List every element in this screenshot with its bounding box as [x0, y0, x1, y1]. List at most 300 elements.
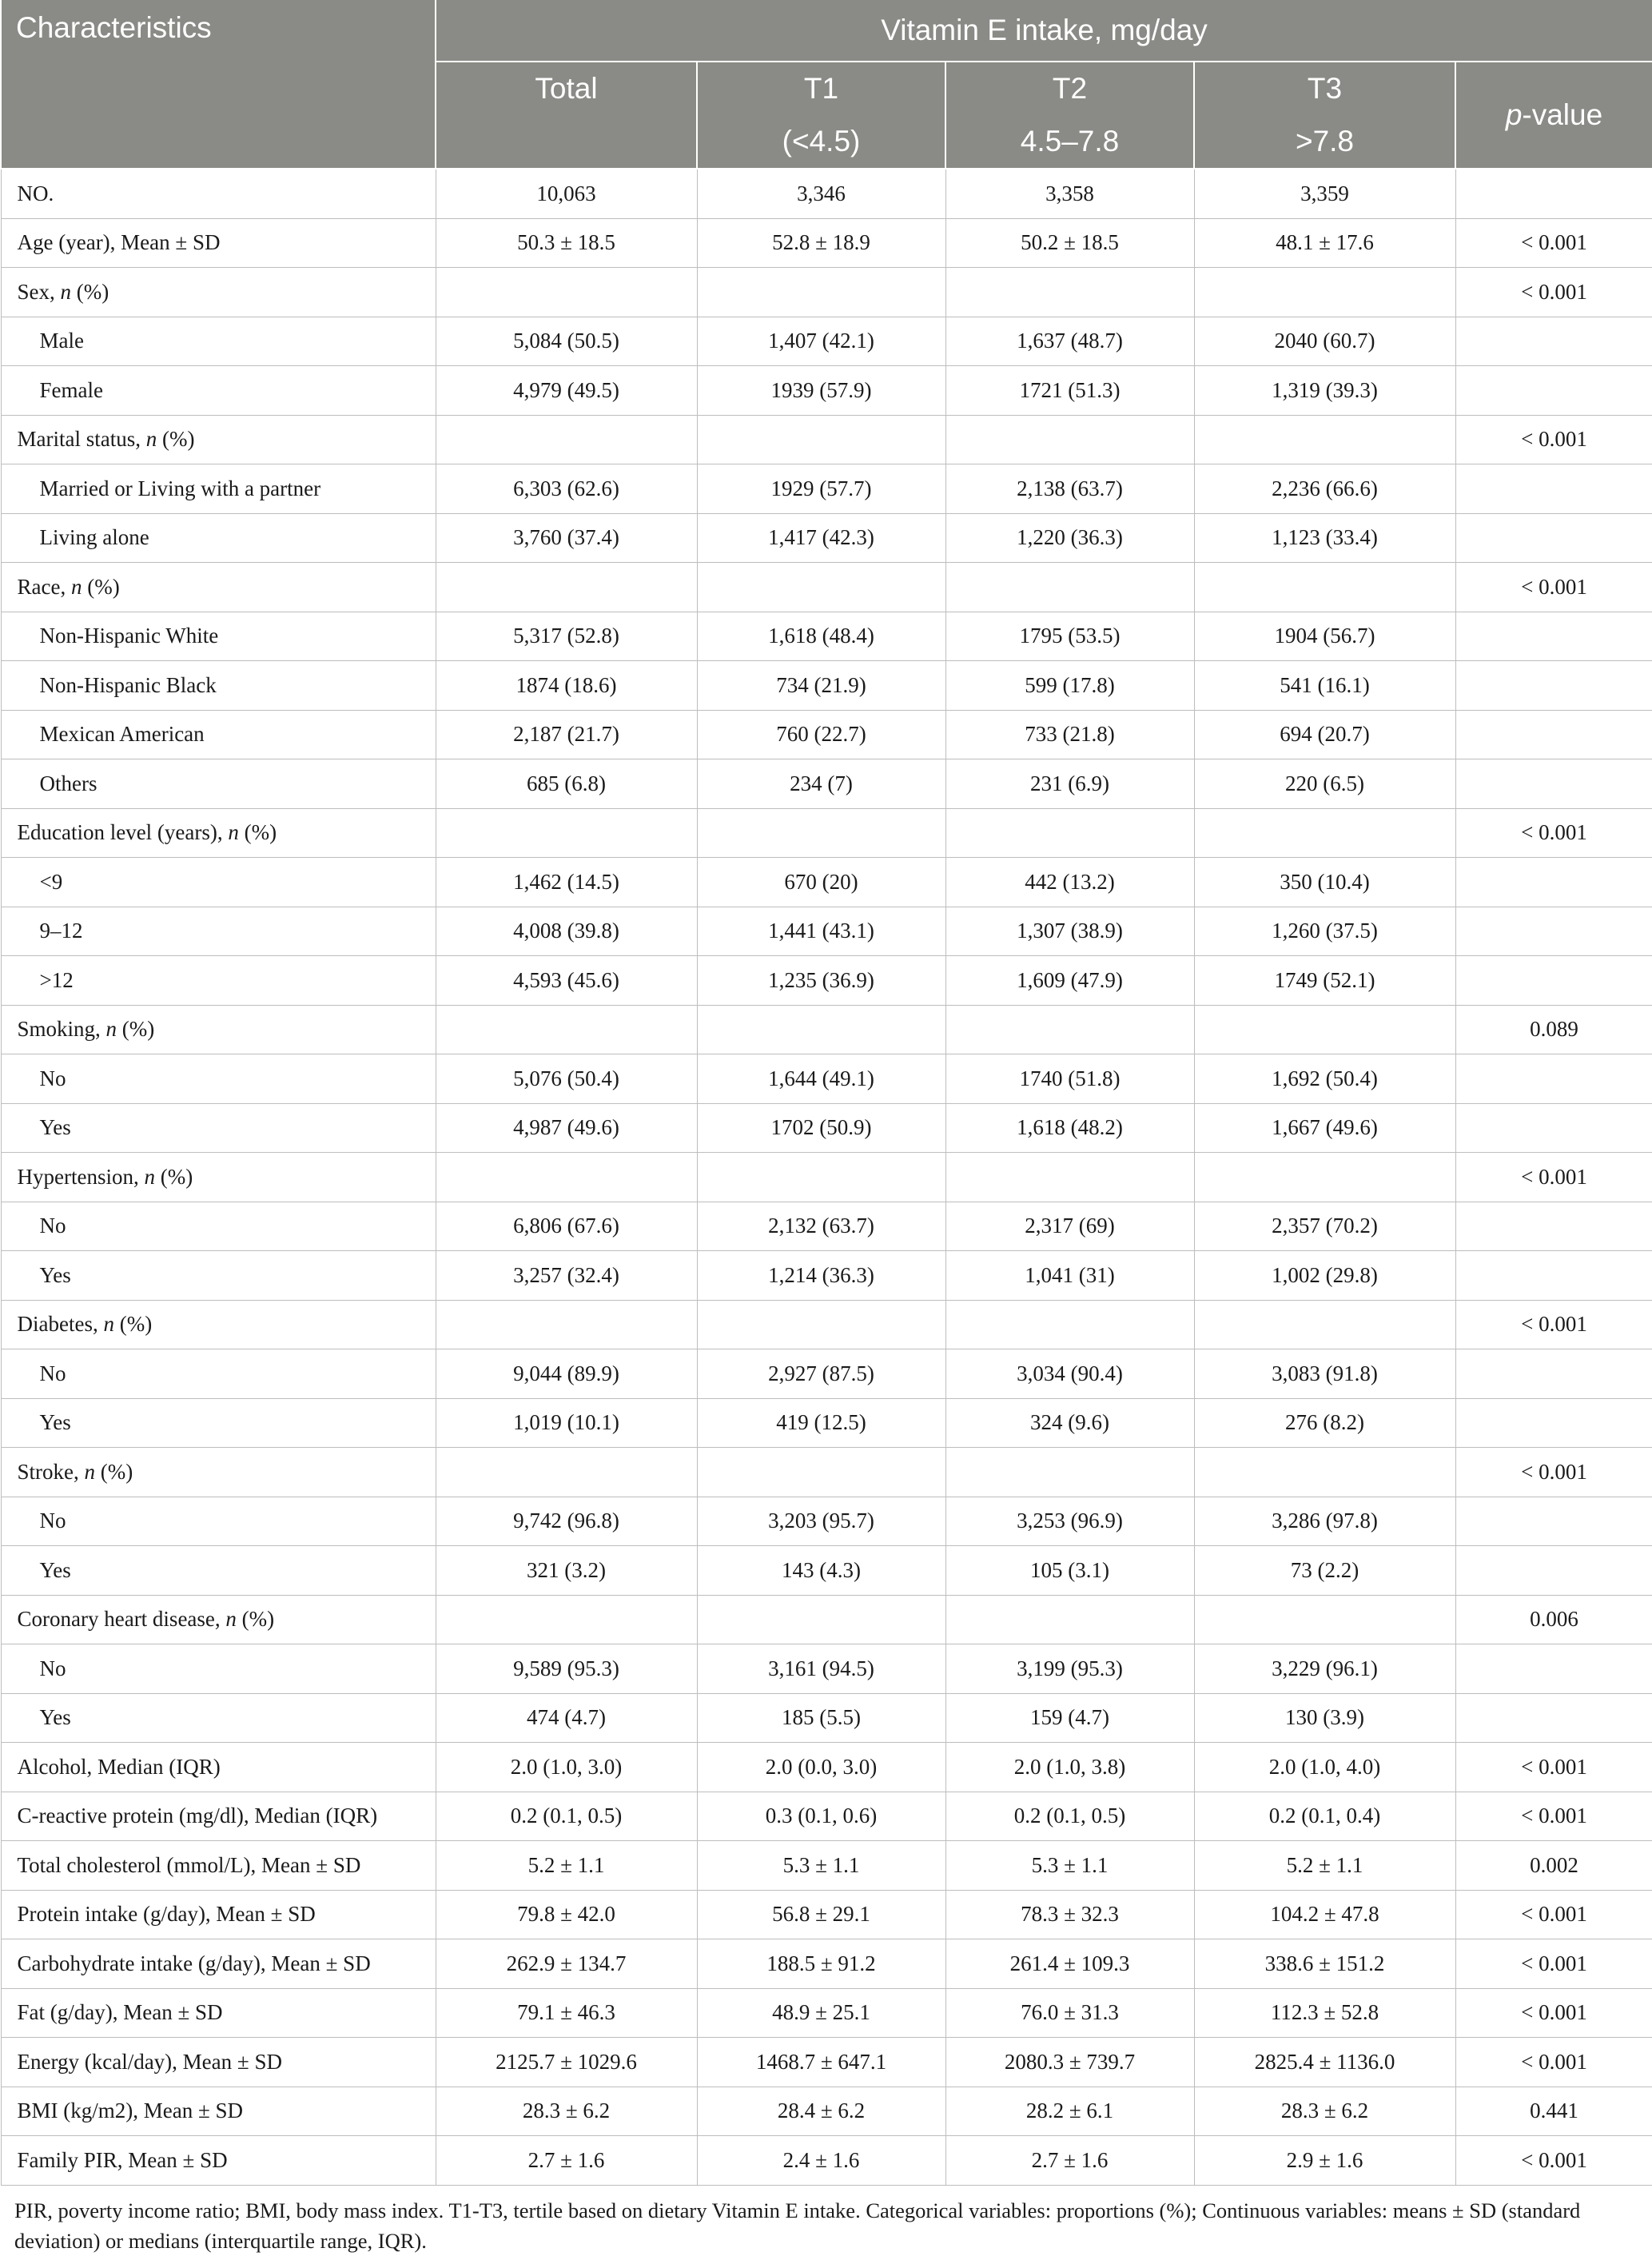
row-label-suffix: (%): [71, 279, 109, 304]
row-label-italic: n: [60, 279, 71, 304]
cell-t1: 5.3 ± 1.1: [697, 1841, 945, 1891]
cell-t3: 694 (20.7): [1194, 710, 1455, 759]
cell-p: [1455, 1349, 1652, 1399]
cell-t1: 2,927 (87.5): [697, 1349, 945, 1399]
row-label: [1, 1251, 436, 1301]
cell-total: 5,317 (52.8): [436, 612, 697, 661]
row-label-suffix: (%): [113, 1312, 153, 1337]
row-label: [1, 907, 436, 956]
row-label: [1, 1497, 436, 1546]
header-p-italic: p: [1505, 98, 1523, 131]
cell-t1: [697, 415, 945, 464]
cell-total: 50.3 ± 18.5: [436, 218, 697, 268]
cell-t3: 3,359: [1194, 169, 1455, 218]
cell-t2: [945, 1595, 1194, 1644]
cell-t3: 2,357 (70.2): [1194, 1202, 1455, 1251]
table-row: [1, 2087, 1652, 2136]
row-label-text: No: [39, 1361, 66, 1385]
cell-t3: 0.2 (0.1, 0.4): [1194, 1792, 1455, 1841]
cell-t1: 185 (5.5): [697, 1693, 945, 1743]
cell-total: 5,084 (50.5): [436, 317, 697, 366]
cell-p: < 0.001: [1455, 1792, 1652, 1841]
row-label: [1, 2038, 436, 2087]
cell-t2: 3,199 (95.3): [945, 1644, 1194, 1694]
row-label: [1, 1398, 436, 1448]
cell-t2: 1,220 (36.3): [945, 513, 1194, 563]
cell-t1: 1,214 (36.3): [697, 1251, 945, 1301]
cell-t3: 1904 (56.7): [1194, 612, 1455, 661]
cell-t3: 1,002 (29.8): [1194, 1251, 1455, 1301]
cell-total: 5,076 (50.4): [436, 1054, 697, 1104]
row-label: [1, 1841, 436, 1891]
table-row: [1, 464, 1652, 514]
cell-t2: 599 (17.8): [945, 661, 1194, 711]
cell-t2: 76.0 ± 31.3: [945, 1988, 1194, 2038]
cell-total: [436, 1448, 697, 1497]
row-label-text: Male: [39, 329, 84, 353]
header-vitamin-e-intake: Vitamin E intake, mg/day: [436, 0, 1652, 62]
row-label: [1, 464, 436, 514]
cell-t2: 1721 (51.3): [945, 366, 1194, 416]
row-label: [1, 268, 436, 317]
cell-t2: 1,307 (38.9): [945, 907, 1194, 956]
cell-t1: 2.4 ± 1.6: [697, 2136, 945, 2186]
cell-total: 3,257 (32.4): [436, 1251, 697, 1301]
row-label-text: Hypertension,: [17, 1164, 145, 1189]
row-label-text: Alcohol, Median (IQR): [17, 1754, 221, 1779]
cell-t1: 188.5 ± 91.2: [697, 1939, 945, 1989]
cell-t2: 1,609 (47.9): [945, 956, 1194, 1006]
cell-t2: 50.2 ± 18.5: [945, 218, 1194, 268]
row-label-italic: n: [228, 820, 239, 845]
header-t3-range: >7.8: [1194, 115, 1455, 169]
row-label-text: Total cholesterol (mmol/L), Mean ± SD: [17, 1852, 361, 1877]
table-row: [1, 1644, 1652, 1694]
cell-t1: 1,235 (36.9): [697, 956, 945, 1006]
row-label: [1, 1743, 436, 1792]
cell-p: < 0.001: [1455, 1890, 1652, 1939]
row-label-text: Marital status,: [17, 427, 146, 452]
row-label-text: Married or Living with a partner: [39, 476, 321, 500]
row-label: [1, 1005, 436, 1054]
cell-total: [436, 808, 697, 858]
row-label-text: Living alone: [39, 525, 149, 550]
cell-t2: 231 (6.9): [945, 759, 1194, 809]
table-row: [1, 1890, 1652, 1939]
cell-t1: 56.8 ± 29.1: [697, 1890, 945, 1939]
row-label-text: >12: [39, 967, 74, 992]
cell-p: < 0.001: [1455, 1988, 1652, 2038]
table-footnote: PIR, poverty income ratio; BMI, body mass index. T1-T3, tertile based on dietary Vitamin E intake. Categorical variables: proportions (%); Continuous variables: means ± SD (standard deviation) or medians (interquartile range, IQR).: [14, 2198, 1581, 2253]
cell-t1: 234 (7): [697, 759, 945, 809]
row-label-text: No: [39, 1066, 66, 1090]
cell-t3: 3,286 (97.8): [1194, 1497, 1455, 1546]
cell-p: [1455, 1497, 1652, 1546]
row-label-text: Education level (years),: [17, 820, 229, 845]
cell-t1: 419 (12.5): [697, 1398, 945, 1448]
row-label-text: Female: [39, 377, 103, 402]
cell-p: [1455, 1693, 1652, 1743]
row-label-italic: n: [70, 574, 82, 599]
cell-total: 4,008 (39.8): [436, 907, 697, 956]
table-row: [1, 1743, 1652, 1792]
cell-t3: 1,123 (33.4): [1194, 513, 1455, 563]
cell-t1: 2.0 (0.0, 3.0): [697, 1743, 945, 1792]
cell-total: [436, 268, 697, 317]
cell-p: [1455, 1103, 1652, 1153]
cell-t1: 670 (20): [697, 858, 945, 907]
cell-t3: 112.3 ± 52.8: [1194, 1988, 1455, 2038]
table-row: [1, 759, 1652, 809]
cell-p: [1455, 759, 1652, 809]
cell-t1: [697, 1300, 945, 1349]
row-label: [1, 1103, 436, 1153]
row-label-text: C-reactive protein (mg/dl), Median (IQR): [17, 1804, 378, 1828]
cell-p: < 0.001: [1455, 563, 1652, 612]
table-row: [1, 1103, 1652, 1153]
row-label: [1, 858, 436, 907]
cell-t3: 1,692 (50.4): [1194, 1054, 1455, 1104]
cell-p: < 0.001: [1455, 218, 1652, 268]
row-label: [1, 2087, 436, 2136]
row-label: [1, 1988, 436, 2038]
cell-t1: 1702 (50.9): [697, 1103, 945, 1153]
row-label-text: NO.: [17, 181, 54, 205]
cell-p: 0.002: [1455, 1841, 1652, 1891]
row-label-suffix: (%): [117, 1017, 155, 1042]
row-label: [1, 1448, 436, 1497]
table-row: [1, 218, 1652, 268]
cell-t2: [945, 268, 1194, 317]
table-row: [1, 858, 1652, 907]
cell-t2: 2080.3 ± 739.7: [945, 2038, 1194, 2087]
cell-t2: 3,358: [945, 169, 1194, 218]
row-label-suffix: (%): [82, 574, 120, 599]
cell-t1: [697, 1005, 945, 1054]
cell-t3: [1194, 563, 1455, 612]
row-label: [1, 513, 436, 563]
cell-t2: 28.2 ± 6.1: [945, 2087, 1194, 2136]
cell-total: [436, 563, 697, 612]
row-label-text: No: [39, 1656, 66, 1680]
row-label-text: Age (year), Mean ± SD: [17, 230, 221, 255]
cell-t3: 130 (3.9): [1194, 1693, 1455, 1743]
table-body: [1, 169, 1652, 2185]
cell-total: 2.0 (1.0, 3.0): [436, 1743, 697, 1792]
cell-total: 28.3 ± 6.2: [436, 2087, 697, 2136]
cell-t1: 48.9 ± 25.1: [697, 1988, 945, 2038]
table-row: [1, 1054, 1652, 1104]
cell-t2: 1,637 (48.7): [945, 317, 1194, 366]
cell-t1: 3,203 (95.7): [697, 1497, 945, 1546]
cell-p: < 0.001: [1455, 1448, 1652, 1497]
cell-t2: 78.3 ± 32.3: [945, 1890, 1194, 1939]
row-label-text: Race,: [17, 574, 71, 599]
cell-t2: 1740 (51.8): [945, 1054, 1194, 1104]
row-label-italic: n: [84, 1459, 95, 1484]
cell-t1: 0.3 (0.1, 0.6): [697, 1792, 945, 1841]
cell-t3: 1749 (52.1): [1194, 956, 1455, 1006]
cell-t2: 159 (4.7): [945, 1693, 1194, 1743]
cell-p: [1455, 956, 1652, 1006]
row-label-text: Coronary heart disease,: [17, 1607, 226, 1632]
cell-t3: 73 (2.2): [1194, 1546, 1455, 1596]
row-label: [1, 218, 436, 268]
row-label: [1, 169, 436, 218]
cell-p: [1455, 464, 1652, 514]
header-t2-range: 4.5–7.8: [945, 115, 1194, 169]
cell-p: [1455, 366, 1652, 416]
cell-total: 5.2 ± 1.1: [436, 1841, 697, 1891]
cell-p: [1455, 1398, 1652, 1448]
row-label-text: Family PIR, Mean ± SD: [17, 2147, 228, 2172]
cell-p: [1455, 710, 1652, 759]
cell-t1: 3,161 (94.5): [697, 1644, 945, 1694]
row-label-text: Yes: [39, 1705, 71, 1730]
cell-p: [1455, 1202, 1652, 1251]
table-row: [1, 1005, 1652, 1054]
cell-total: [436, 1300, 697, 1349]
cell-total: [436, 1153, 697, 1202]
table-row: [1, 1153, 1652, 1202]
cell-total: 9,742 (96.8): [436, 1497, 697, 1546]
row-label-text: 9–12: [39, 919, 83, 943]
cell-t3: [1194, 415, 1455, 464]
cell-t1: 1468.7 ± 647.1: [697, 2038, 945, 2087]
table-row: [1, 2136, 1652, 2186]
cell-t3: 220 (6.5): [1194, 759, 1455, 809]
cell-total: 79.1 ± 46.3: [436, 1988, 697, 2038]
cell-t3: 28.3 ± 6.2: [1194, 2087, 1455, 2136]
cell-total: 1,462 (14.5): [436, 858, 697, 907]
row-label-text: Mexican American: [39, 722, 205, 747]
table-row: [1, 1349, 1652, 1399]
row-label: [1, 1693, 436, 1743]
cell-total: 2.7 ± 1.6: [436, 2136, 697, 2186]
row-label: [1, 1153, 436, 1202]
row-label: [1, 759, 436, 809]
row-label: [1, 956, 436, 1006]
row-label-text: BMI (kg/m2), Mean ± SD: [17, 2099, 244, 2123]
cell-total: 685 (6.8): [436, 759, 697, 809]
header-t3: T3: [1194, 62, 1455, 115]
table-row: [1, 169, 1652, 218]
row-label-text: Yes: [39, 1410, 71, 1435]
cell-t3: 3,229 (96.1): [1194, 1644, 1455, 1694]
row-label: [1, 1546, 436, 1596]
table-row: [1, 1988, 1652, 2038]
row-label-text: Sex,: [17, 279, 61, 304]
cell-total: 1874 (18.6): [436, 661, 697, 711]
cell-total: 262.9 ± 134.7: [436, 1939, 697, 1989]
row-label-suffix: (%): [236, 1607, 275, 1632]
row-label: [1, 808, 436, 858]
row-label-text: Yes: [39, 1557, 71, 1582]
cell-t3: 338.6 ± 151.2: [1194, 1939, 1455, 1989]
table-row: [1, 563, 1652, 612]
cell-total: [436, 1005, 697, 1054]
row-label-text: Energy (kcal/day), Mean ± SD: [17, 2049, 282, 2074]
cell-t2: 0.2 (0.1, 0.5): [945, 1792, 1194, 1841]
cell-t1: 760 (22.7): [697, 710, 945, 759]
row-label-italic: n: [145, 427, 157, 452]
row-label: [1, 1054, 436, 1104]
cell-p: [1455, 513, 1652, 563]
table-row: [1, 612, 1652, 661]
row-label-italic: n: [105, 1017, 117, 1042]
cell-t3: 2.9 ± 1.6: [1194, 2136, 1455, 2186]
cell-t2: 1,041 (31): [945, 1251, 1194, 1301]
cell-p: < 0.001: [1455, 268, 1652, 317]
cell-t2: [945, 1300, 1194, 1349]
cell-p: [1455, 661, 1652, 711]
cell-t3: 350 (10.4): [1194, 858, 1455, 907]
row-label: [1, 710, 436, 759]
cell-t1: 734 (21.9): [697, 661, 945, 711]
cell-p: < 0.001: [1455, 808, 1652, 858]
cell-t2: 3,253 (96.9): [945, 1497, 1194, 1546]
table-row: [1, 1251, 1652, 1301]
cell-t2: 2,138 (63.7): [945, 464, 1194, 514]
header-total-range: [436, 115, 697, 169]
cell-t1: 52.8 ± 18.9: [697, 218, 945, 268]
row-label-text: Yes: [39, 1115, 71, 1140]
cell-total: 6,806 (67.6): [436, 1202, 697, 1251]
cell-total: 321 (3.2): [436, 1546, 697, 1596]
cell-t3: 2040 (60.7): [1194, 317, 1455, 366]
cell-t2: [945, 415, 1194, 464]
row-label: [1, 1890, 436, 1939]
cell-t2: 1795 (53.5): [945, 612, 1194, 661]
row-label-text: Protein intake (g/day), Mean ± SD: [17, 1902, 316, 1927]
cell-t1: 1929 (57.7): [697, 464, 945, 514]
table-row: [1, 1497, 1652, 1546]
row-label-text: Non-Hispanic Black: [39, 672, 217, 697]
cell-t3: 5.2 ± 1.1: [1194, 1841, 1455, 1891]
table-row: [1, 1841, 1652, 1891]
cell-p: 0.441: [1455, 2087, 1652, 2136]
cell-total: 10,063: [436, 169, 697, 218]
row-label-text: Fat (g/day), Mean ± SD: [17, 2000, 223, 2025]
cell-t2: 3,034 (90.4): [945, 1349, 1194, 1399]
cell-t2: [945, 1005, 1194, 1054]
header-t1: T1: [697, 62, 945, 115]
row-label-suffix: (%): [154, 1164, 193, 1189]
cell-t1: 1939 (57.9): [697, 366, 945, 416]
cell-t2: [945, 563, 1194, 612]
row-label: [1, 1644, 436, 1694]
cell-t3: [1194, 1595, 1455, 1644]
cell-total: 9,589 (95.3): [436, 1644, 697, 1694]
table-row: [1, 1595, 1652, 1644]
row-label-text: No: [39, 1509, 66, 1533]
cell-total: 0.2 (0.1, 0.5): [436, 1792, 697, 1841]
row-label: [1, 1202, 436, 1251]
table-row: [1, 1300, 1652, 1349]
cell-p: [1455, 907, 1652, 956]
row-label-text: Non-Hispanic White: [39, 624, 219, 648]
cell-p: 0.089: [1455, 1005, 1652, 1054]
cell-p: [1455, 612, 1652, 661]
cell-total: [436, 415, 697, 464]
table-row: [1, 1546, 1652, 1596]
row-label-text: Carbohydrate intake (g/day), Mean ± SD: [17, 1951, 371, 1975]
cell-t2: [945, 1448, 1194, 1497]
table-row: [1, 513, 1652, 563]
row-label: [1, 1300, 436, 1349]
table-row: [1, 1448, 1652, 1497]
cell-p: 0.006: [1455, 1595, 1652, 1644]
cell-p: < 0.001: [1455, 1153, 1652, 1202]
cell-total: 2125.7 ± 1029.6: [436, 2038, 697, 2087]
cell-t2: 105 (3.1): [945, 1546, 1194, 1596]
cell-t1: 1,417 (42.3): [697, 513, 945, 563]
cell-t2: [945, 1153, 1194, 1202]
cell-t1: 143 (4.3): [697, 1546, 945, 1596]
cell-t1: 3,346: [697, 169, 945, 218]
cell-t2: 324 (9.6): [945, 1398, 1194, 1448]
header-t2: T2: [945, 62, 1194, 115]
cell-p: [1455, 858, 1652, 907]
table-header: [1, 0, 1652, 169]
row-label: [1, 661, 436, 711]
cell-t3: 3,083 (91.8): [1194, 1349, 1455, 1399]
cell-t3: 1,667 (49.6): [1194, 1103, 1455, 1153]
row-label-text: Smoking,: [17, 1017, 106, 1042]
cell-t2: 1,618 (48.2): [945, 1103, 1194, 1153]
row-label: [1, 2136, 436, 2186]
header-characteristics: Characteristics: [1, 0, 436, 169]
cell-t1: 1,644 (49.1): [697, 1054, 945, 1104]
cell-p: [1455, 1054, 1652, 1104]
cell-t3: 541 (16.1): [1194, 661, 1455, 711]
cell-t3: [1194, 1300, 1455, 1349]
row-label: [1, 1792, 436, 1841]
cell-t1: 1,441 (43.1): [697, 907, 945, 956]
cell-total: 2,187 (21.7): [436, 710, 697, 759]
cell-t2: 5.3 ± 1.1: [945, 1841, 1194, 1891]
cell-total: 79.8 ± 42.0: [436, 1890, 697, 1939]
cell-t3: 2,236 (66.6): [1194, 464, 1455, 514]
cell-t2: [945, 808, 1194, 858]
cell-p: [1455, 1251, 1652, 1301]
table-row: [1, 661, 1652, 711]
cell-t2: 733 (21.8): [945, 710, 1194, 759]
cell-t1: [697, 1448, 945, 1497]
row-label: [1, 1939, 436, 1989]
table-row: [1, 956, 1652, 1006]
cell-p: [1455, 169, 1652, 218]
cell-t1: 2,132 (63.7): [697, 1202, 945, 1251]
cell-t3: [1194, 1005, 1455, 1054]
row-label: [1, 317, 436, 366]
row-label: [1, 612, 436, 661]
cell-t1: [697, 808, 945, 858]
row-label-suffix: (%): [95, 1459, 133, 1484]
table-row: [1, 268, 1652, 317]
cell-t1: 1,618 (48.4): [697, 612, 945, 661]
header-t1-range: (<4.5): [697, 115, 945, 169]
row-label-italic: n: [103, 1312, 114, 1337]
table-row: [1, 366, 1652, 416]
row-label-suffix: (%): [238, 820, 277, 845]
header-p-suffix: -value: [1522, 98, 1603, 131]
cell-t3: 276 (8.2): [1194, 1398, 1455, 1448]
row-label: [1, 1349, 436, 1399]
cell-total: 6,303 (62.6): [436, 464, 697, 514]
cell-t3: [1194, 1448, 1455, 1497]
cell-total: 3,760 (37.4): [436, 513, 697, 563]
